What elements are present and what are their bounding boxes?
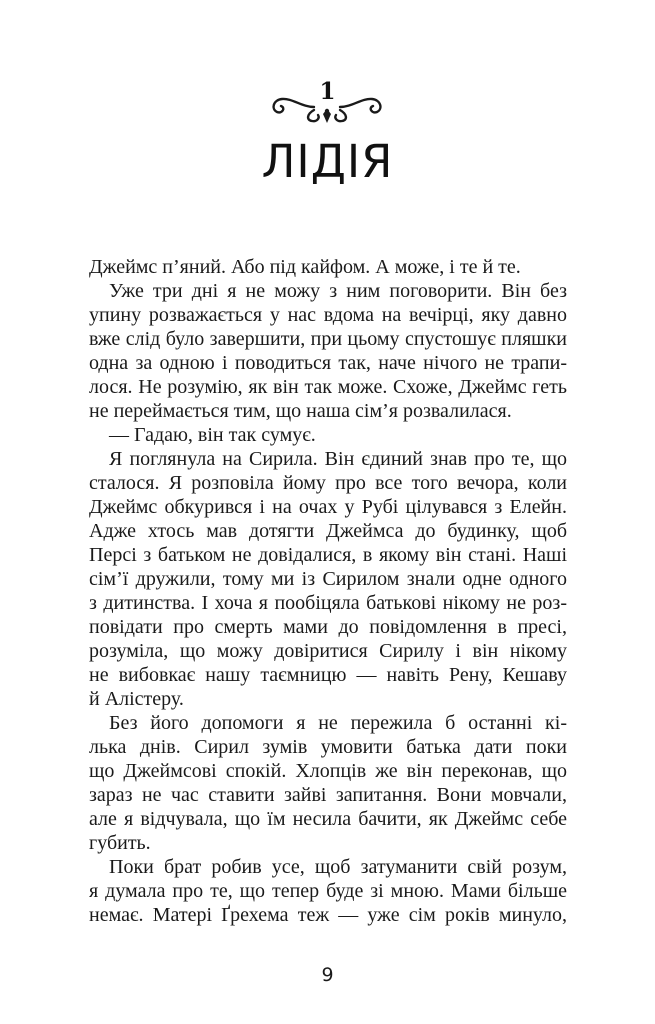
text-line: Адже хтось мав дотягти Джеймса до будинку, щоб (89, 520, 567, 542)
text-line: повідати про смерть мами до повідомлення в пресі, (89, 616, 567, 638)
text-line: Поки брат робив усе, щоб затуманити свій розум, (109, 856, 567, 878)
text-line: вже слід було завершити, при цьому спустошує пляшки (89, 328, 567, 350)
text-line: Персі з батьком не довідалися, в якому він стані. Наші (89, 544, 567, 566)
text-line: розуміла, що можу довіритися Сирилу і він нікому (89, 640, 567, 662)
text-line: Джеймс обкурився і на очах у Рубі цілувався з Елейн. (89, 496, 567, 518)
page-number: 9 (321, 964, 334, 986)
text-line: лька днів. Сирил зумів умовити батька дати поки (89, 736, 567, 758)
text-line: але я відчувала, що їм несила бачити, як Джеймс себе (89, 808, 567, 830)
chapter-title: ЛІДІЯ (261, 135, 394, 188)
text-line: Джеймс п’яний. Або під кайфом. А може, і те й те. (89, 256, 521, 278)
paragraph (89, 711, 567, 855)
text-line: сім’ї дружили, тому ми із Сирилом знали одне одного (89, 568, 567, 590)
text-line: Уже три дні я не можу з ним поговорити. Він без (109, 280, 567, 302)
chapter-heading (0, 78, 655, 190)
paragraph (89, 423, 567, 447)
paragraph (89, 447, 567, 711)
text-line: не вибовкає нашу таємницю — навіть Рену, Кешаву (89, 664, 567, 686)
paragraph (89, 279, 567, 423)
text-line: що Джеймсові спокій. Хлопців же він переконав, що (89, 760, 567, 782)
text-line: лося. Не розумію, як він так може. Схоже, Джеймс геть (89, 376, 567, 398)
chapter-number: 1 (319, 78, 336, 105)
text-line: не переймається тим, що наша сім’я розвалилася. (89, 400, 512, 422)
text-line: зараз не час ставити зайві запитання. Вони мовчали, (89, 784, 567, 806)
text-line: я думала про те, що тепер буде зі мною. Мами більше (89, 880, 567, 902)
text-line: упину розважається у нас вдома на вечірці, яку давно (89, 304, 567, 326)
text-line: з дитинства. І хоча я пообіцяла батькові нікому не роз- (89, 592, 567, 614)
text-line: — Гадаю, він так сумує. (109, 424, 316, 446)
paragraph (89, 855, 567, 927)
text-line: Без його допомоги я не пережила б останні кі- (109, 712, 567, 734)
text-line: губить. (89, 832, 151, 854)
text-line: немає. Матері Ґрехема теж — уже сім років минуло, (89, 904, 567, 926)
paragraph (89, 255, 567, 279)
text-line: Я поглянула на Сирила. Він єдиний знав про те, що (109, 448, 567, 470)
text-line: одна за одною і поводиться так, наче нічого не трапи- (89, 352, 567, 374)
text-line: й Алістеру. (89, 688, 184, 710)
text-line: сталося. Я розповіла йому про все того вечора, коли (89, 472, 567, 494)
body-text (89, 255, 567, 927)
